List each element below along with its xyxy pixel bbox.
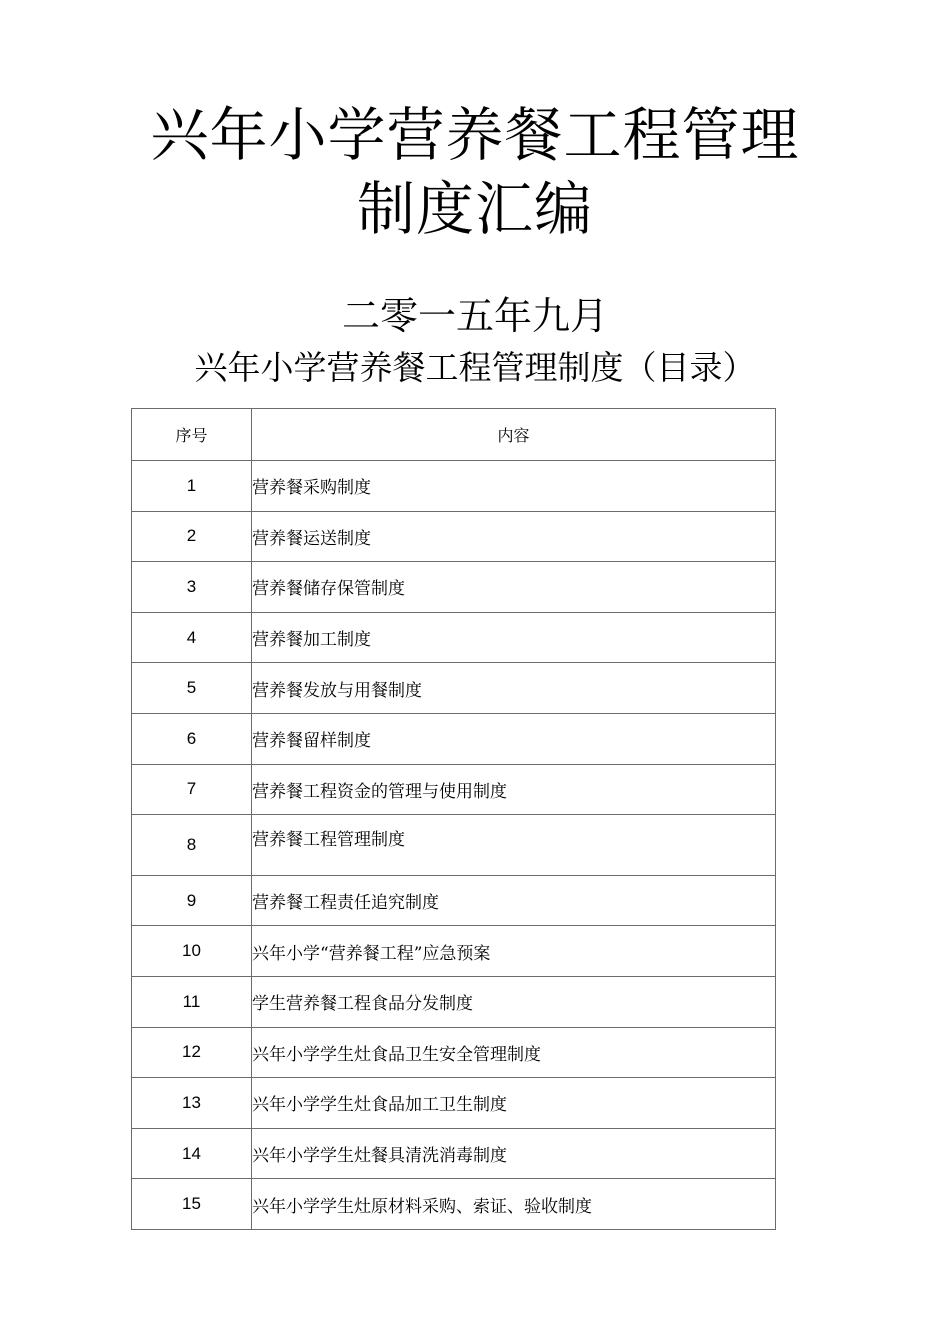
header-number: 序号 bbox=[132, 409, 252, 461]
row-number: 1 bbox=[132, 461, 252, 512]
toc-header-row bbox=[132, 409, 776, 461]
row-content: 兴年小学学生灶食品加工卫生制度 bbox=[252, 1078, 776, 1129]
table-row bbox=[132, 461, 776, 512]
row-number: 8 bbox=[132, 815, 252, 876]
table-row bbox=[132, 562, 776, 613]
title-line-1: 兴年小学营养餐工程管理 bbox=[150, 101, 800, 169]
row-number: 2 bbox=[132, 511, 252, 562]
table-row bbox=[132, 612, 776, 663]
table-row bbox=[132, 713, 776, 764]
row-content: 营养餐工程管理制度 bbox=[252, 815, 776, 876]
table-row bbox=[132, 511, 776, 562]
row-content: 营养餐加工制度 bbox=[252, 612, 776, 663]
row-content: 兴年小学学生灶餐具清洗消毒制度 bbox=[252, 1128, 776, 1179]
row-content: 营养餐运送制度 bbox=[252, 511, 776, 562]
row-number: 4 bbox=[132, 612, 252, 663]
row-number: 14 bbox=[132, 1128, 252, 1179]
row-content: 兴年小学“营养餐工程”应急预案 bbox=[252, 926, 776, 977]
table-row bbox=[132, 764, 776, 815]
row-content: 学生营养餐工程食品分发制度 bbox=[252, 976, 776, 1027]
row-content: 营养餐采购制度 bbox=[252, 461, 776, 512]
row-number: 5 bbox=[132, 663, 252, 714]
row-content: 营养餐留样制度 bbox=[252, 713, 776, 764]
table-row bbox=[132, 1027, 776, 1078]
row-content: 营养餐储存保管制度 bbox=[252, 562, 776, 613]
row-number: 12 bbox=[132, 1027, 252, 1078]
row-number: 13 bbox=[132, 1078, 252, 1129]
table-row bbox=[132, 926, 776, 977]
table-row bbox=[132, 663, 776, 714]
row-content: 兴年小学学生灶食品卫生安全管理制度 bbox=[252, 1027, 776, 1078]
row-content: 营养餐工程责任追究制度 bbox=[252, 875, 776, 926]
title-line-2: 制度汇编 bbox=[356, 175, 593, 243]
row-content: 兴年小学学生灶原材料采购、索证、验收制度 bbox=[252, 1179, 776, 1230]
table-row bbox=[132, 815, 776, 876]
header-content: 内容 bbox=[252, 409, 776, 461]
table-row bbox=[132, 1078, 776, 1129]
row-content: 营养餐工程资金的管理与使用制度 bbox=[252, 764, 776, 815]
row-number: 9 bbox=[132, 875, 252, 926]
table-row bbox=[132, 875, 776, 926]
row-number: 3 bbox=[132, 562, 252, 613]
toc-heading: 兴年小学营养餐工程管理制度（目录） bbox=[194, 348, 756, 387]
row-number: 10 bbox=[132, 926, 252, 977]
table-row bbox=[132, 1128, 776, 1179]
row-content: 营养餐发放与用餐制度 bbox=[252, 663, 776, 714]
document-title bbox=[0, 98, 950, 246]
toc-table bbox=[131, 408, 776, 1230]
table-row bbox=[132, 976, 776, 1027]
document-date: 二零一五年九月 bbox=[341, 294, 608, 338]
row-number: 15 bbox=[132, 1179, 252, 1230]
row-number: 6 bbox=[132, 713, 252, 764]
table-row bbox=[132, 1179, 776, 1230]
row-number: 11 bbox=[132, 976, 252, 1027]
row-number: 7 bbox=[132, 764, 252, 815]
